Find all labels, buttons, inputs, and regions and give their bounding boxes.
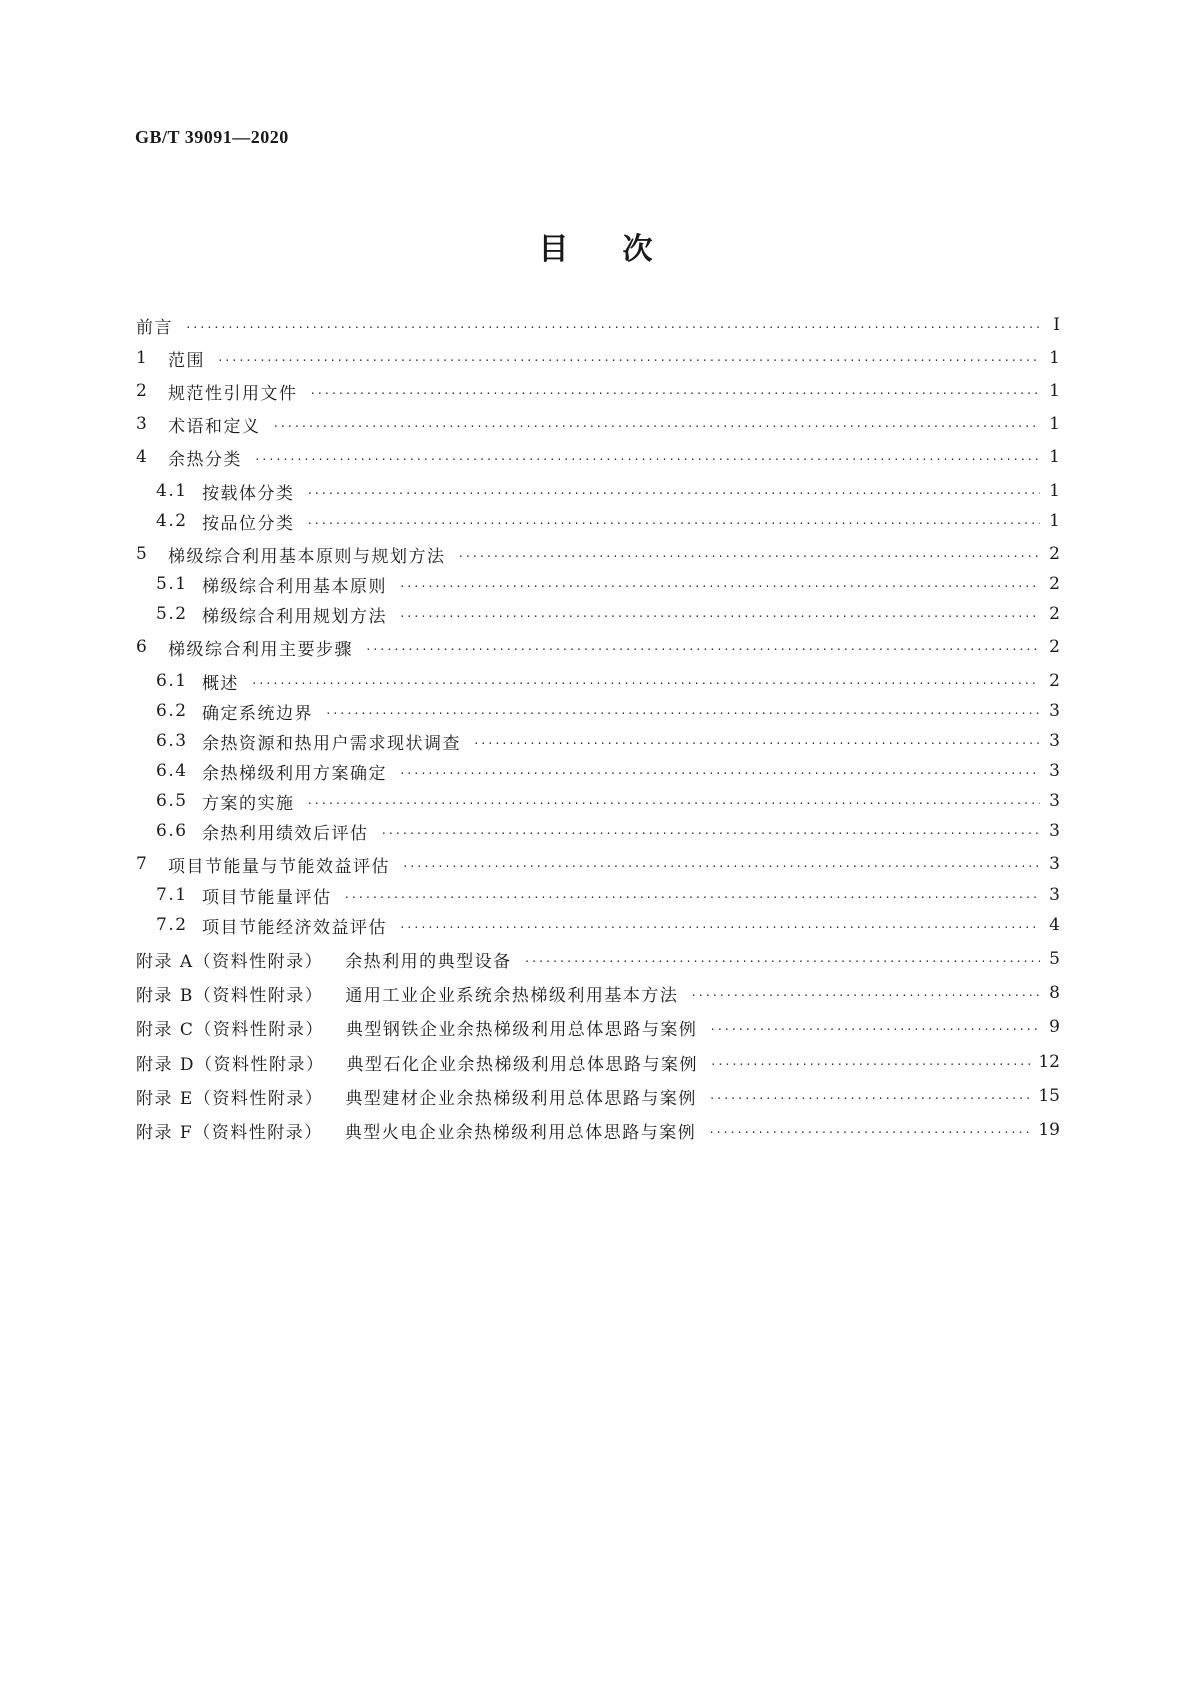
toc-leader-dots <box>524 955 1040 968</box>
toc-entry[interactable] <box>136 409 1060 439</box>
toc-leader-dots <box>473 737 1040 750</box>
toc-entry[interactable] <box>136 632 1060 662</box>
toc-entry-number: 5.2 <box>156 604 188 624</box>
toc-entry[interactable] <box>136 539 1060 569</box>
toc-leader-dots <box>399 921 1040 934</box>
toc-entry-label: 余热资源和热用户需求现状调查 <box>202 733 461 754</box>
toc-entry-label: 梯级综合利用主要步骤 <box>168 639 353 660</box>
toc-entry-label: 项目节能量评估 <box>202 887 332 908</box>
toc-entry-number: 6.2 <box>156 701 188 721</box>
toc-entry[interactable] <box>156 599 1060 629</box>
toc-leader-dots <box>310 387 1041 400</box>
toc-appendix-prefix: 附录 D（资料性附录） <box>136 1054 325 1075</box>
toc-leader-dots <box>251 677 1040 690</box>
toc-entry-number: 5 <box>136 544 149 564</box>
toc-entry-page: 1 <box>1049 481 1060 501</box>
toc-entry-number: 1 <box>136 348 149 368</box>
toc-entry-page: 1 <box>1049 348 1060 368</box>
toc-leader-dots <box>307 487 1041 500</box>
toc-appendix-prefix: 附录 A（资料性附录） <box>136 951 324 972</box>
toc-leader-dots <box>399 767 1040 780</box>
toc-leader-dots <box>708 1126 1030 1139</box>
toc-leader-dots <box>690 989 1040 1002</box>
toc-entry-label: 前言 <box>136 317 173 338</box>
toc-leader-dots <box>254 453 1040 466</box>
toc-entry-label: 典型石化企业余热梯级利用总体思路与案例 <box>346 1054 699 1075</box>
toc-entry-page: 3 <box>1049 885 1060 905</box>
toc-entry-number: 4.2 <box>156 511 188 531</box>
toc-entry[interactable] <box>156 666 1060 696</box>
toc-entry[interactable] <box>136 442 1060 472</box>
toc-entry-label: 典型建材企业余热梯级利用总体思路与案例 <box>345 1088 697 1109</box>
toc-leader-dots <box>399 580 1040 593</box>
toc-entry-label: 项目节能量与节能效益评估 <box>168 856 390 877</box>
toc-entry[interactable] <box>136 376 1060 406</box>
toc-leader-dots <box>307 797 1041 810</box>
toc-entry[interactable] <box>156 696 1060 726</box>
toc-entry-page: 1 <box>1049 381 1060 401</box>
toc-entry[interactable] <box>156 569 1060 599</box>
toc-leader-dots <box>344 891 1041 904</box>
toc-leader-dots <box>381 827 1041 840</box>
toc-entry-page: 3 <box>1049 701 1060 721</box>
toc-entry[interactable] <box>156 726 1060 756</box>
toc-entry-page: 5 <box>1049 949 1060 969</box>
toc-leader-dots <box>710 1058 1030 1071</box>
toc-entry-page: 1 <box>1049 447 1060 467</box>
toc-entry-label: 范围 <box>168 350 205 371</box>
toc-leader-dots <box>458 550 1041 563</box>
toc-entry[interactable] <box>156 756 1060 786</box>
toc-entry[interactable] <box>136 978 1060 1008</box>
standard-code: GB/T 39091—2020 <box>135 127 289 147</box>
toc-entry-number: 6.3 <box>156 731 188 751</box>
toc-entry[interactable] <box>156 506 1060 536</box>
toc-entry-label: 梯级综合利用基本原则 <box>202 576 387 597</box>
toc-entry[interactable] <box>136 310 1060 340</box>
toc-entry-page: 2 <box>1049 544 1060 564</box>
toc-entry-page: 3 <box>1049 821 1060 841</box>
toc-entry-number: 2 <box>136 381 149 401</box>
toc-entry-page: 8 <box>1049 983 1060 1003</box>
toc-appendix-prefix: 附录 E（资料性附录） <box>136 1088 324 1109</box>
toc-leader-dots <box>325 707 1040 720</box>
toc-entry-number: 4 <box>136 447 149 467</box>
toc-entry-page: 3 <box>1049 854 1060 874</box>
toc-leader-dots <box>399 610 1040 623</box>
toc-entry-page: 1 <box>1049 511 1060 531</box>
toc-entry-page: 1 <box>1049 414 1060 434</box>
toc-entry[interactable] <box>136 944 1060 974</box>
toc-appendix-prefix: 附录 F（资料性附录） <box>136 1122 323 1143</box>
toc-entry-label: 规范性引用文件 <box>168 383 298 404</box>
toc-entry-page: 3 <box>1049 791 1060 811</box>
toc-entry-label: 梯级综合利用规划方法 <box>202 606 387 627</box>
toc-entry-label: 典型火电企业余热梯级利用总体思路与案例 <box>344 1122 697 1143</box>
toc-entry-page: 4 <box>1049 915 1060 935</box>
toc-entry-label: 按品位分类 <box>202 513 295 534</box>
toc-entry[interactable] <box>156 786 1060 816</box>
toc-leader-dots <box>217 354 1040 367</box>
toc-entry-number: 7 <box>136 854 149 874</box>
toc-entry-label: 余热利用绩效后评估 <box>202 823 369 844</box>
toc-entry-number: 4.1 <box>156 481 188 501</box>
toc-leader-dots <box>709 1092 1031 1105</box>
toc-entry-page: 19 <box>1038 1120 1060 1140</box>
toc-entry-number: 6.6 <box>156 821 188 841</box>
toc-entry-label: 余热分类 <box>168 449 242 470</box>
toc-entry-page: 9 <box>1049 1017 1060 1037</box>
toc-leader-dots <box>402 860 1040 873</box>
toc-leader-dots <box>365 643 1040 656</box>
toc-leader-dots <box>709 1023 1040 1036</box>
toc-entry[interactable] <box>136 1081 1060 1111</box>
toc-entry-label: 梯级综合利用基本原则与规划方法 <box>168 546 446 567</box>
toc-entry-label: 概述 <box>202 673 239 694</box>
toc-entry-label: 确定系统边界 <box>202 703 313 724</box>
toc-entry[interactable] <box>136 343 1060 373</box>
toc-entry-number: 7.2 <box>156 915 188 935</box>
page-title-char-1: 目 <box>538 232 569 267</box>
toc-entry-label: 术语和定义 <box>168 416 261 437</box>
toc-entry[interactable] <box>156 476 1060 506</box>
toc-entry-page: Ⅰ <box>1053 315 1060 335</box>
toc-leader-dots <box>185 321 1040 334</box>
toc-entry-number: 3 <box>136 414 149 434</box>
toc-entry-page: 2 <box>1049 604 1060 624</box>
toc-entry[interactable] <box>136 849 1060 879</box>
toc-entry-page: 2 <box>1049 637 1060 657</box>
toc-entry-label: 方案的实施 <box>202 793 295 814</box>
toc-leader-dots <box>273 420 1041 433</box>
toc-entry-page: 15 <box>1038 1086 1060 1106</box>
toc-entry[interactable] <box>136 1012 1060 1042</box>
toc-entry[interactable] <box>136 1115 1060 1145</box>
toc-leader-dots <box>307 517 1041 530</box>
toc-entry-page: 2 <box>1049 671 1060 691</box>
toc-entry-label: 通用工业企业系统余热梯级利用基本方法 <box>345 985 679 1006</box>
toc-entry[interactable] <box>156 816 1060 846</box>
toc-appendix-prefix: 附录 C（资料性附录） <box>136 1019 324 1040</box>
toc-entry-number: 6.1 <box>156 671 188 691</box>
toc-entry-page: 2 <box>1049 574 1060 594</box>
page-title-char-2: 次 <box>622 232 653 267</box>
toc-entry-number: 7.1 <box>156 885 188 905</box>
toc-entry-page: 12 <box>1038 1052 1060 1072</box>
toc-entry-label: 典型钢铁企业余热梯级利用总体思路与案例 <box>345 1019 698 1040</box>
toc-entry-number: 6.4 <box>156 761 188 781</box>
toc-entry-label: 按载体分类 <box>202 483 295 504</box>
toc-entry[interactable] <box>156 880 1060 910</box>
page-title <box>0 224 1191 268</box>
toc-entry-label: 项目节能经济效益评估 <box>202 917 387 938</box>
toc-entry[interactable] <box>136 1047 1060 1077</box>
toc-entry-label: 余热利用的典型设备 <box>345 951 512 972</box>
toc-entry-number: 6.5 <box>156 791 188 811</box>
toc-appendix-prefix: 附录 B（资料性附录） <box>136 985 324 1006</box>
toc-entry-page: 3 <box>1049 761 1060 781</box>
toc-entry-label: 余热梯级利用方案确定 <box>202 763 387 784</box>
toc-entry-number: 5.1 <box>156 574 188 594</box>
toc-entry-number: 6 <box>136 637 149 657</box>
toc-entry-page: 3 <box>1049 731 1060 751</box>
toc-entry[interactable] <box>156 910 1060 940</box>
